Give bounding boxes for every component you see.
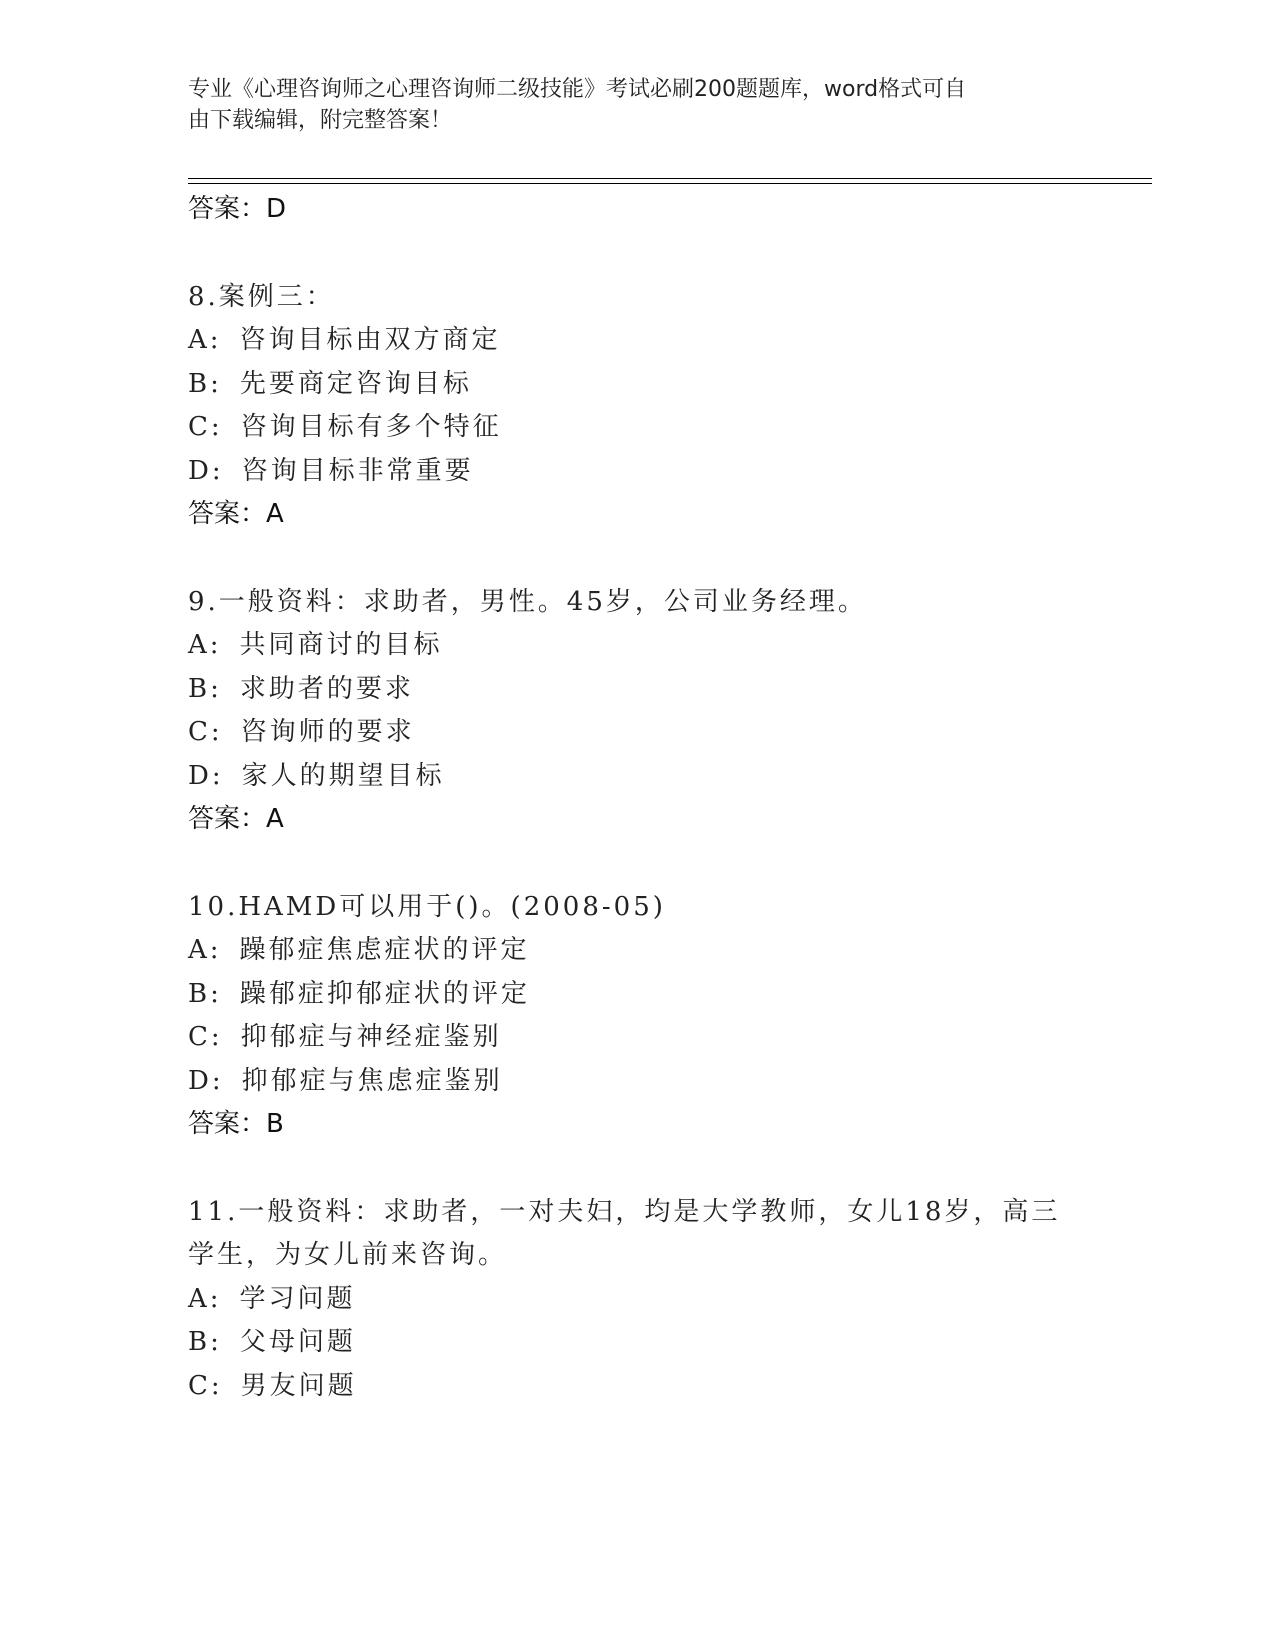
option-letter: C: — [188, 717, 223, 747]
question-8-option-b — [188, 367, 472, 401]
question-10-option-c — [188, 1020, 502, 1054]
option-letter: B: — [188, 674, 222, 704]
header-line-1: 专业《心理咨询师之心理咨询师二级技能》考试必刷200题题库，word格式可自 — [188, 77, 967, 102]
option-letter: A: — [188, 630, 222, 660]
question-10-answer: 答案：B — [188, 1109, 284, 1139]
option-text: 男友问题 — [240, 1371, 357, 1401]
header-line-2: 由下载编辑，附完整答案！ — [188, 108, 453, 133]
answer-previous: 答案：D — [188, 194, 287, 224]
question-8-answer: 答案：A — [188, 499, 284, 529]
option-text: 躁郁症焦虑症状的评定 — [239, 935, 530, 965]
question-8-stem: 8.案例三： — [188, 282, 335, 312]
option-letter: B: — [188, 1327, 222, 1357]
question-10-option-d — [188, 1064, 503, 1098]
question-8-option-d — [188, 454, 474, 488]
option-text: 躁郁症抑郁症状的评定 — [239, 979, 530, 1009]
header-divider-top — [188, 178, 1152, 179]
question-8-option-c — [188, 410, 502, 444]
option-letter: B: — [188, 979, 222, 1009]
question-11-stem-line-1: 11.一般资料：求助者，一对夫妇，均是大学教师，女儿18岁，高三 — [188, 1197, 1061, 1227]
option-text: 先要商定咨询目标 — [239, 369, 472, 399]
option-text: 咨询目标非常重要 — [241, 456, 474, 486]
question-9-option-d — [188, 759, 445, 793]
option-letter: D: — [188, 456, 224, 486]
option-letter: D: — [188, 761, 224, 791]
question-11-option-b — [188, 1325, 356, 1359]
option-text: 抑郁症与焦虑症鉴别 — [241, 1066, 503, 1096]
question-10-option-a — [188, 933, 530, 967]
question-11-option-a — [188, 1282, 356, 1316]
option-letter: C: — [188, 412, 223, 442]
question-9-option-c — [188, 715, 415, 749]
option-letter: A: — [188, 325, 222, 355]
question-9-stem: 9.一般资料：求助者，男性。45岁，公司业务经理。 — [188, 587, 867, 617]
option-text: 咨询目标有多个特征 — [240, 412, 502, 442]
question-9-answer: 答案：A — [188, 804, 284, 834]
option-letter: C: — [188, 1022, 223, 1052]
option-text: 学习问题 — [239, 1284, 356, 1314]
option-letter: A: — [188, 935, 222, 965]
question-8-option-a — [188, 323, 501, 357]
option-text: 咨询目标由双方商定 — [239, 325, 501, 355]
question-9-option-b — [188, 672, 414, 706]
question-10-option-b — [188, 977, 530, 1011]
header-divider-bottom — [188, 183, 1152, 184]
question-10-stem: 10.HAMD可以用于()。(2008-05) — [188, 892, 666, 922]
question-11-stem-line-2: 学生，为女儿前来咨询。 — [188, 1240, 508, 1270]
option-text: 共同商讨的目标 — [239, 630, 443, 660]
option-text: 咨询师的要求 — [240, 717, 415, 747]
document-header — [188, 74, 1068, 136]
option-text: 求助者的要求 — [239, 674, 414, 704]
option-letter: C: — [188, 1371, 223, 1401]
option-letter: A: — [188, 1284, 222, 1314]
question-11-option-c — [188, 1369, 357, 1403]
option-text: 抑郁症与神经症鉴别 — [240, 1022, 502, 1052]
option-text: 家人的期望目标 — [241, 761, 445, 791]
question-9-option-a — [188, 628, 443, 662]
option-letter: D: — [188, 1066, 224, 1096]
option-text: 父母问题 — [239, 1327, 356, 1357]
option-letter: B: — [188, 369, 222, 399]
